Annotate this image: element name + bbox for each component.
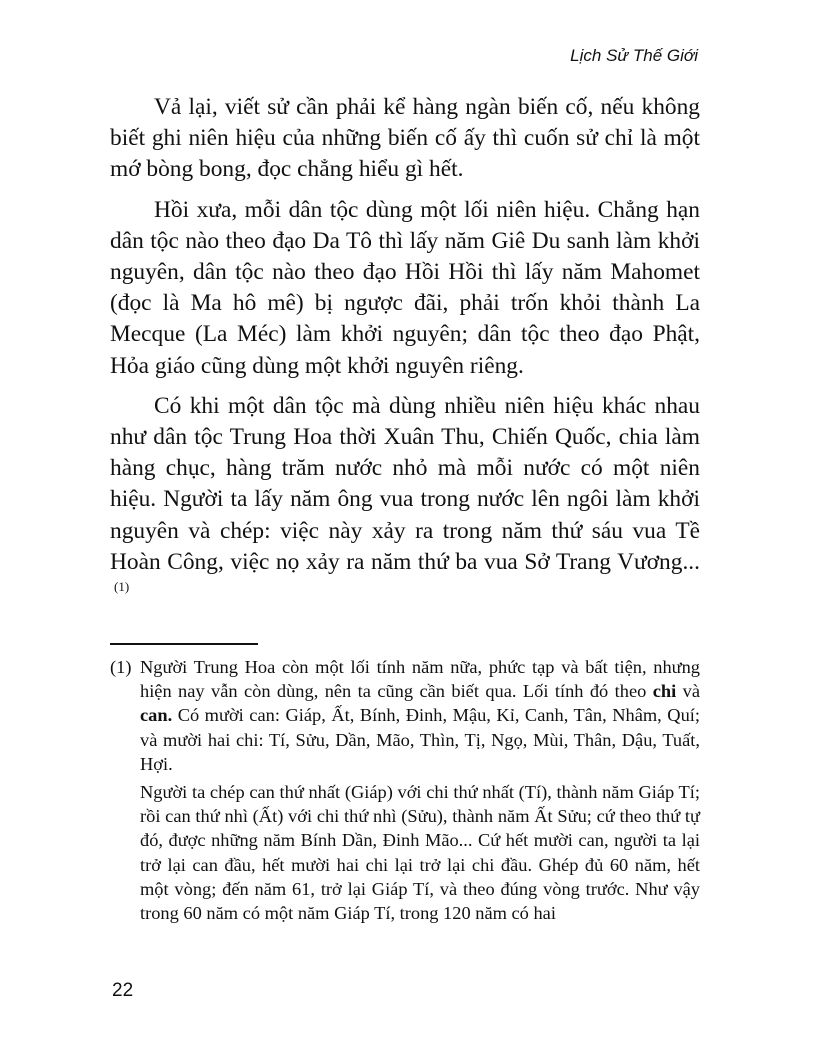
term-can: can.	[140, 705, 173, 726]
footnote-reference[interactable]: (1)	[114, 579, 130, 595]
footnote	[110, 655, 700, 925]
paragraph: Hồi xưa, mỗi dân tộc dùng một lối niên hiệu. Chẳng hạn dân tộc nào theo đạo Da Tô thì lấy năm Giê Du sanh làm khởi nguyên, dân tộc nào theo đạo Hồi Hồi thì lấy năm Mahomet (đọc là Ma hô mê) bị ngược đãi, phải trốn khỏi thành La Mecque (La Méc) làm khởi nguyên; dân tộc theo đạo Phật, Hỏa giáo cũng dùng một khởi nguyên riêng.	[110, 196, 700, 379]
term-chi: chi	[652, 681, 677, 702]
footnote-text: Có mười can: Giáp, Ất, Bính, Đinh, Mậu, Kỉ, Canh, Tân, Nhâm, Quí; và mười hai chi: Tí, Sửu, Dần, Mão, Thìn, Tị, Ngọ, Mùi, Thân, Dậu, Tuất, Hợi.	[140, 705, 700, 774]
paragraph-text: Có khi một dân tộc mà dùng nhiều niên hiệu khác nhau như dân tộc Trung Hoa thời Xuân Thu, Chiến Quốc, chia làm hàng chục, hàng trăm nước nhỏ mà mỗi nước có một niên hiệu. Người ta lấy năm ông vua trong nước lên ngôi làm khởi nguyên và chép: việc này xảy ra trong năm thứ sáu vua Tề Hoàn Công, việc nọ xảy ra năm thứ ba vua Sở Trang Vương...	[110, 392, 700, 575]
conjunction-text: và	[676, 681, 700, 702]
footnote-section	[110, 655, 700, 929]
paragraph: Vả lại, viết sử cần phải kể hàng ngàn biến cố, nếu không biết ghi niên hiệu của những biến cố ấy thì cuốn sử chỉ là một mớ bòng bong, đọc chẳng hiểu gì hết.	[110, 94, 700, 183]
running-header: Lịch Sử Thế Giới	[570, 46, 698, 65]
footnote-paragraph: Người ta chép can thứ nhất (Giáp) với chi thứ nhất (Tí), thành năm Giáp Tí; rồi can thứ nhì (Ất) với chi thứ nhì (Sửu), thành năm Ất Sửu; cứ theo thứ tự đó, được những năm Bính Dần, Đinh Mão... Cứ hết mười can, người ta lại trở lại can đầu, hết mười hai chi lại trở lại chi đầu. Ghép đủ 60 năm, hết một vòng; đến năm 61, trở lại Giáp Tí, và theo đúng vòng trước. Như vậy trong 60 năm có một năm Giáp Tí, trong 120 năm có hai	[140, 782, 700, 924]
footnote-divider	[110, 643, 258, 645]
paragraph-with-footnote	[110, 391, 700, 609]
body-text	[110, 92, 700, 618]
footnote-text: Người Trung Hoa còn một lối tính năm nữa, phức tạp và bất tiện, nhưng hiện nay vẫn còn dùng, nên ta cũng cần biết qua. Lối tính đó theo	[140, 657, 700, 702]
page-number: 22	[112, 980, 134, 1001]
footnote-marker: (1)	[110, 657, 132, 677]
footnote-paragraph	[140, 655, 700, 776]
